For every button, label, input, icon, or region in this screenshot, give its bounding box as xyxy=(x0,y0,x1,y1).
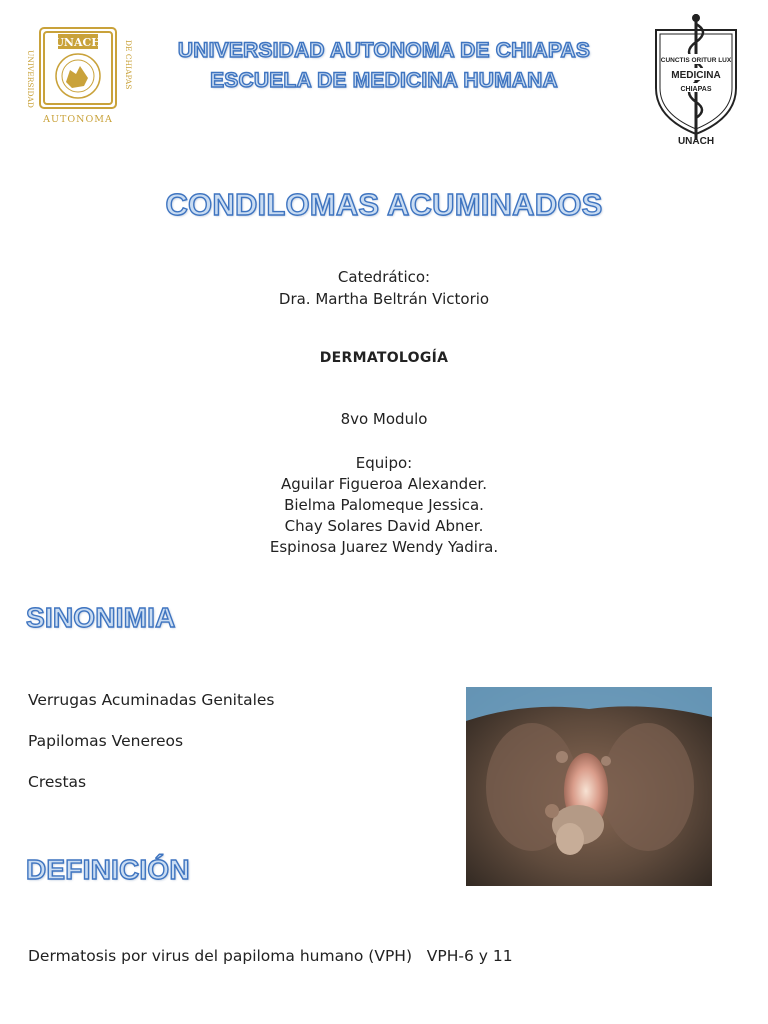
svg-text:DE CHIAPAS: DE CHIAPAS xyxy=(124,40,133,90)
definition-text: Dermatosis por virus del papiloma humano (VPH) VPH-6 y 11 xyxy=(28,947,513,965)
team-member: Aguilar Figueroa Alexander. xyxy=(281,475,487,493)
team-member: Bielma Palomeque Jessica. xyxy=(284,496,484,514)
synonym-list xyxy=(28,690,275,813)
module-label: 8vo Modulo xyxy=(340,410,428,428)
svg-text:CHIAPAS: CHIAPAS xyxy=(680,86,712,93)
teacher-block xyxy=(0,266,768,310)
svg-text:MEDICINA: MEDICINA xyxy=(671,70,721,81)
list-item: Crestas xyxy=(28,773,87,791)
team-label: Equipo: xyxy=(355,454,413,472)
list-item: Verrugas Acuminadas Genitales xyxy=(28,691,275,709)
list-item: Papilomas Venereos xyxy=(28,732,184,750)
unach-university-seal-icon xyxy=(18,22,138,130)
svg-text:UNACH: UNACH xyxy=(54,36,102,49)
svg-text:UNIVERSIDAD: UNIVERSIDAD xyxy=(26,50,35,108)
subject-name: DERMATOLOGÍA xyxy=(319,350,449,366)
definicion-heading: DEFINICIÓN xyxy=(26,854,190,885)
svg-text:UNACH: UNACH xyxy=(677,136,715,147)
teacher-label: Catedrático: xyxy=(337,268,431,286)
university-name: UNIVERSIDAD AUTONOMA DE CHIAPAS xyxy=(177,39,591,62)
school-name: ESCUELA DE MEDICINA HUMANA xyxy=(210,69,558,92)
teacher-name: Dra. Martha Beltrán Victorio xyxy=(278,290,490,308)
team-member: Espinosa Juarez Wendy Yadira. xyxy=(269,538,499,556)
university-header xyxy=(140,36,628,96)
clinical-photo xyxy=(466,687,712,886)
svg-text:CUNCTIS ORITUR LUX: CUNCTIS ORITUR LUX xyxy=(660,57,732,64)
svg-text:AUTONOMA: AUTONOMA xyxy=(43,114,113,125)
team-member: Chay Solares David Abner. xyxy=(284,517,484,535)
team-block xyxy=(0,453,768,558)
page-title: CONDILOMAS ACUMINADOS xyxy=(165,187,603,222)
sinonimia-heading: SINONIMIA xyxy=(26,602,176,633)
medicine-caduceus-shield-icon xyxy=(650,10,742,150)
